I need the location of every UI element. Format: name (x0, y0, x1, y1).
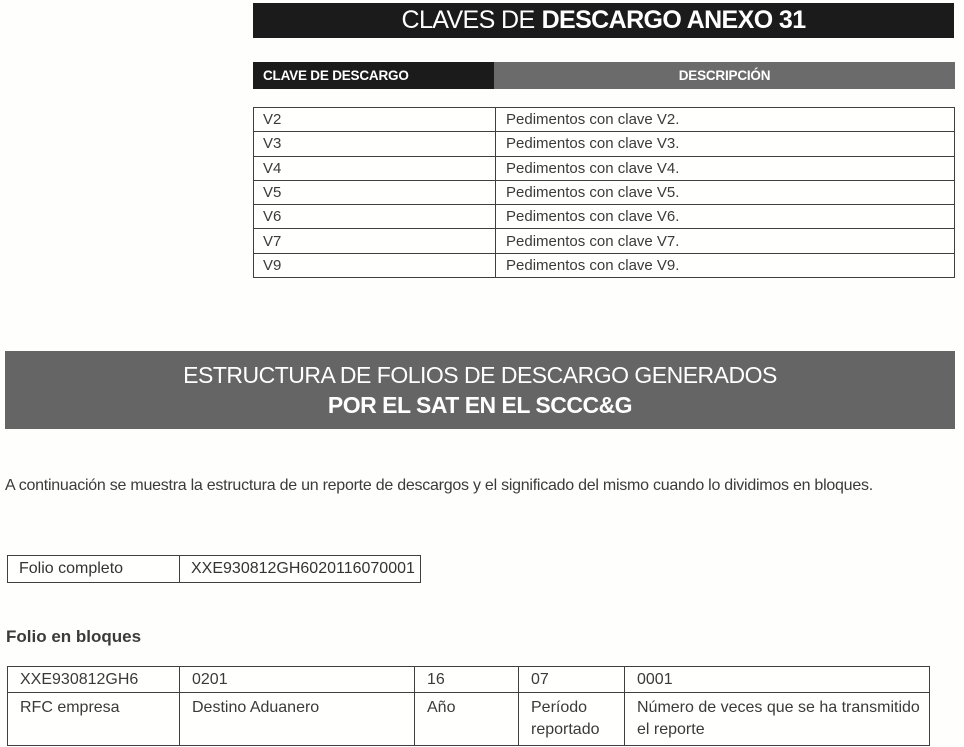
table-row (254, 254, 954, 277)
bloque-label-rfc: RFC empresa (8, 693, 180, 745)
intro-paragraph: A continuación se muestra la estructura de un reporte de descargos y el significado del mismo cuando lo dividimos en bloques. (5, 477, 873, 494)
bloque-label-anio: Año (415, 693, 519, 745)
header-descripcion: DESCRIPCIÓN (494, 62, 955, 89)
bloque-value-periodo: 07 (519, 667, 625, 692)
claves-table-header (253, 62, 955, 89)
descripcion-cell: Pedimentos con clave V7. (506, 232, 680, 250)
bloques-labels-row (8, 693, 929, 745)
clave-cell: V9 (254, 254, 496, 277)
claves-title-bold: DESCARGO ANEXO 31 (541, 6, 806, 34)
folio-bloques-table (7, 666, 930, 746)
claves-table (253, 107, 955, 278)
bloque-label-transmisiones: Número de veces que se ha transmitido el reporte (637, 699, 920, 738)
claves-title-banner (253, 3, 954, 38)
table-row (254, 157, 954, 181)
bloque-label-destino: Destino Aduanero (180, 693, 415, 745)
table-row (254, 205, 954, 229)
header-clave-de-descargo: CLAVE DE DESCARGO (253, 62, 494, 89)
descripcion-cell: Pedimentos con clave V5. (506, 184, 680, 202)
folio-completo-table (7, 555, 421, 583)
folio-completo-label: Folio completo (8, 556, 180, 582)
descripcion-cell: Pedimentos con clave V9. (506, 256, 680, 274)
estructura-title-line2: POR EL SAT EN EL SCCC&G (327, 391, 633, 418)
table-row (254, 181, 954, 205)
bloques-values-row (8, 667, 929, 693)
estructura-title-banner (5, 351, 955, 429)
clave-cell: V6 (254, 205, 496, 228)
descripcion-cell: Pedimentos con clave V3. (506, 135, 680, 153)
table-row (254, 132, 954, 156)
bloque-value-rfc: XXE930812GH6 (8, 667, 180, 692)
folio-en-bloques-label: Folio en bloques (6, 627, 142, 646)
bloque-label-periodo: Período reportado (519, 693, 625, 745)
clave-cell: V5 (254, 181, 496, 204)
bloque-value-anio: 16 (415, 667, 519, 692)
descripcion-cell: Pedimentos con clave V4. (506, 159, 680, 177)
claves-title-regular: CLAVES DE (401, 6, 535, 34)
clave-cell: V7 (254, 229, 496, 252)
table-row (254, 108, 954, 132)
folio-completo-value: XXE930812GH6020116070001 (191, 560, 415, 577)
descripcion-cell: Pedimentos con clave V2. (506, 111, 680, 129)
bloque-value-transmisiones: 0001 (637, 671, 673, 688)
descripcion-cell: Pedimentos con clave V6. (506, 208, 680, 226)
bloque-value-destino: 0201 (180, 667, 415, 692)
clave-cell: V2 (254, 108, 496, 131)
estructura-title-line1: ESTRUCTURA DE FOLIOS DE DESCARGO GENERADOS (183, 361, 777, 388)
clave-cell: V4 (254, 157, 496, 180)
table-row (254, 229, 954, 253)
clave-cell: V3 (254, 132, 496, 155)
